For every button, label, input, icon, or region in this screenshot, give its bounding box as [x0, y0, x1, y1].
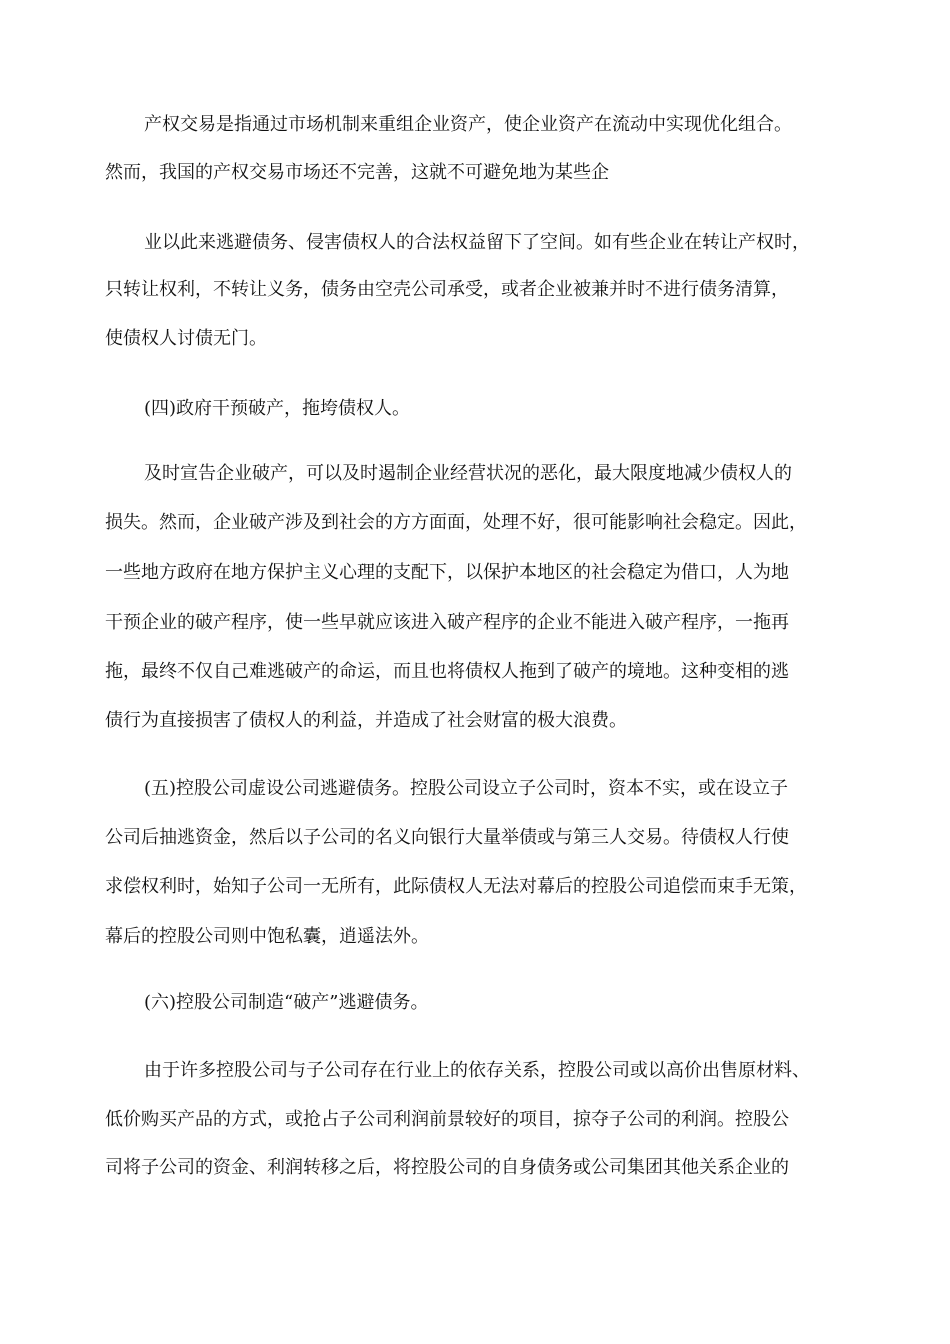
- paragraph-line: 幕后的控股公司则中饱私囊，逍遥法外。: [105, 926, 429, 947]
- paragraph-line: 然而，我国的产权交易市场还不完善，这就不可避免地为某些企: [105, 162, 609, 183]
- paragraph-line: 损失。然而，企业破产涉及到社会的方方面面，处理不好，很可能影响社会稳定。因此，: [105, 512, 807, 533]
- paragraph-line: 低价购买产品的方式，或抢占子公司利润前景较好的项目，掠夺子公司的利润。控股公: [105, 1109, 789, 1130]
- paragraph-line: 干预企业的破产程序，使一些早就应该进入破产程序的企业不能进入破产程序，一拖再: [105, 612, 789, 633]
- section-heading: (四)政府干预破产，拖垮债权人。: [144, 398, 411, 419]
- paragraph-line: 一些地方政府在地方保护主义心理的支配下，以保护本地区的社会稳定为借口，人为地: [105, 562, 789, 583]
- paragraph-line: 业以此来逃避债务、侵害债权人的合法权益留下了空间。如有些企业在转让产权时，: [144, 232, 810, 253]
- paragraph-line: 求偿权利时，始知子公司一无所有，此际债权人无法对幕后的控股公司追偿而束手无策，: [105, 876, 807, 897]
- paragraph-line: 只转让权利，不转让义务，债务由空壳公司承受，或者企业被兼并时不进行债务清算，: [105, 279, 789, 300]
- paragraph-line: 产权交易是指通过市场机制来重组企业资产，使企业资产在流动中实现优化组合。: [144, 114, 792, 135]
- section-heading: (六)控股公司制造“破产”逃避债务。: [144, 992, 429, 1013]
- paragraph-line: (五)控股公司虚设公司逃避债务。控股公司设立子公司时，资本不实，或在设立子: [144, 778, 789, 799]
- paragraph-line: 拖，最终不仅自己难逃破产的命运，而且也将债权人拖到了破产的境地。这种变相的逃: [105, 661, 789, 682]
- paragraph-line: 由于许多控股公司与子公司存在行业上的依存关系，控股公司或以高价出售原材料、: [144, 1060, 810, 1081]
- paragraph-line: 及时宣告企业破产，可以及时遏制企业经营状况的恶化，最大限度地减少债权人的: [144, 463, 792, 484]
- paragraph-line: 使债权人讨债无门。: [105, 328, 267, 349]
- paragraph-line: 公司后抽逃资金，然后以子公司的名义向银行大量举债或与第三人交易。待债权人行使: [105, 827, 789, 848]
- paragraph-line: 司将子公司的资金、利润转移之后，将控股公司的自身债务或公司集团其他关系企业的: [105, 1157, 789, 1178]
- paragraph-line: 债行为直接损害了债权人的利益，并造成了社会财富的极大浪费。: [105, 710, 627, 731]
